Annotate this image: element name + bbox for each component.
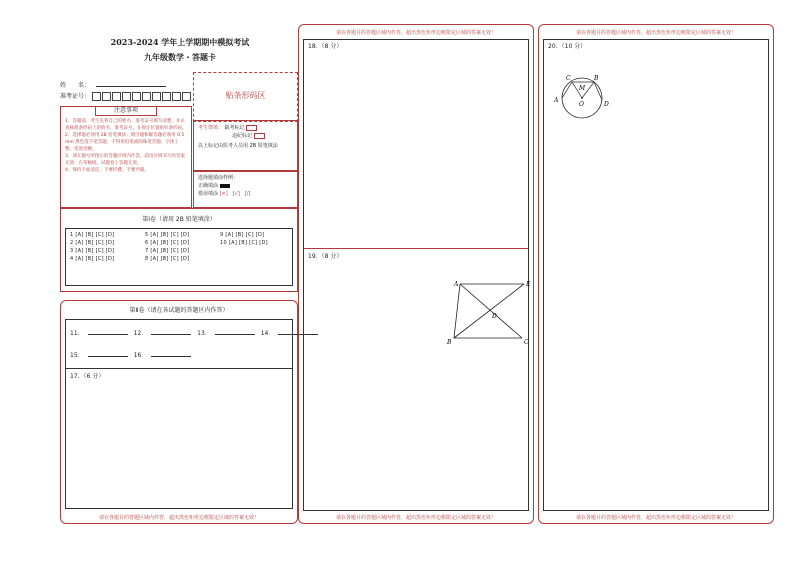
examinee-label: 考生禁填：	[198, 125, 224, 131]
examinee-note: 以上标记由监考人员用 2B 铅笔填涂	[198, 143, 278, 149]
notice-item: 1．答题前，考生先将自己的姓名，准考证号填写清楚，并认真核准条形码上的姓名、准考证号，在规定位置贴好条形码。	[65, 119, 187, 131]
choice-row[interactable]: 4 [A] [B] [C] [D]	[70, 256, 115, 262]
barcode-label: 贴条形码区	[225, 91, 266, 100]
fill-sample-box	[193, 170, 298, 208]
fig19-label-d: D	[492, 313, 497, 320]
q20-label: 20．（10 分）	[548, 43, 587, 50]
wrong-fill-label: 错误填涂	[198, 191, 219, 197]
id-label: 准考证号：	[60, 93, 91, 100]
fig20-label-m: M	[579, 85, 586, 92]
choice-row[interactable]: 2 [A] [B] [C] [D]	[70, 240, 115, 246]
part1-box	[60, 208, 298, 292]
notice-item: 3．请在题号所指示的答题区域内作答，超出区域书写的答案无效；在草稿纸、试题卷上答题无效。	[65, 154, 185, 166]
q17-label: 17．（6 分）	[70, 373, 105, 380]
fill-sample-title: 选择题填涂样例：	[198, 175, 239, 181]
q13-label: 13．	[197, 330, 211, 337]
column3-box	[538, 24, 774, 524]
fig20-label-a: A	[554, 97, 559, 104]
id-boxes[interactable]	[92, 93, 192, 100]
fig19-label-b: B	[447, 339, 452, 346]
notice-box	[60, 106, 192, 208]
q18-answer-area[interactable]	[306, 52, 526, 242]
column2-box	[298, 24, 534, 524]
choice-row[interactable]: 10 [A] [B] [C] [D]	[220, 240, 268, 246]
fig20-label-d: D	[604, 101, 609, 108]
q13-answer[interactable]	[215, 328, 255, 335]
warning-note: 请在各题目的答题区域内作答，超出黑色矩形边框限定区域的答案无效！	[98, 515, 259, 521]
q11-answer[interactable]	[88, 328, 128, 335]
choice-row[interactable]: 1 [A] [B] [C] [D]	[70, 232, 115, 238]
student-info	[60, 80, 192, 101]
absent-checkbox[interactable]	[246, 125, 257, 131]
q20-answer-area[interactable]	[546, 130, 766, 508]
fig19-label-a: A	[454, 281, 459, 288]
q12-label: 12．	[133, 330, 148, 337]
part2-inner	[65, 319, 293, 509]
fig20-label-c: C	[566, 75, 571, 82]
fig19-label-e: E	[526, 281, 531, 288]
warning-note: 请在各题目的答题区域内作答，超出黑色矩形边框限定区域的答案无效！	[575, 515, 736, 521]
warning-note: 请在各题目的答题区域内作答，超出黑色矩形边框限定区域的答案无效！	[335, 515, 496, 521]
choice-row[interactable]: 7 [A] [B] [C] [D]	[145, 248, 190, 254]
name-label: 姓 名：	[60, 82, 91, 89]
choice-grid	[65, 228, 293, 286]
absent-label: 缺考标记	[224, 125, 245, 131]
part1-title: 第Ⅰ卷（请用 2B 铅笔填涂）	[142, 216, 216, 223]
q19-label: 19．（8 分）	[308, 253, 343, 260]
notice-title: 注意事项	[95, 107, 157, 116]
fig20-label-o: O	[579, 101, 584, 108]
choice-row[interactable]: 9 [A] [B] [C] [D]	[220, 232, 265, 238]
notice-item: 4．保持卡面清洁，不要折叠、不要弄破。	[65, 168, 149, 173]
barcode-area	[193, 72, 298, 122]
violation-checkbox[interactable]	[254, 133, 265, 139]
q15-label: 15．	[70, 352, 84, 359]
q15-answer[interactable]	[88, 350, 128, 357]
q20-figure	[550, 70, 620, 126]
fig20-label-b: B	[594, 75, 599, 82]
q12-answer[interactable]	[151, 328, 191, 335]
name-field[interactable]	[96, 80, 166, 87]
examinee-box	[193, 120, 298, 172]
choice-row[interactable]: 8 [A] [B] [C] [D]	[145, 256, 190, 262]
choice-row[interactable]: 5 [A] [B] [C] [D]	[145, 232, 190, 238]
wrong-fill-sample: [×] [√] [/]	[219, 191, 251, 197]
q17-answer-area[interactable]	[70, 382, 288, 504]
warning-note: 请在各题目的答题区域内作答，超出黑色矩形边框限定区域的答案无效！	[335, 30, 496, 36]
q16-label: 16．	[133, 352, 148, 359]
choice-row[interactable]: 6 [A] [B] [C] [D]	[145, 240, 190, 246]
q14-label: 14．	[260, 330, 275, 337]
part2-title: 第Ⅱ卷（请在各试题的答题区内作答）	[129, 307, 229, 314]
fig19-label-c: C	[524, 339, 529, 346]
violation-label: 违纪标记	[232, 133, 253, 139]
q18-label: 18．（8 分）	[308, 43, 343, 50]
q16-answer[interactable]	[151, 350, 191, 357]
exam-subtitle: 九年级数学・答题卡	[144, 52, 216, 62]
q11-label: 11．	[70, 330, 84, 337]
correct-fill-sample	[220, 184, 230, 188]
warning-note: 请在各题目的答题区域内作答，超出黑色矩形边框限定区域的答案无效！	[575, 30, 736, 36]
notice-item: 2．选择题必须用 2B 铅笔填涂；填空题和解答题必须用 0.5 mm 黑色签字笔答题，不得用铅笔或圆珠笔答题；字体工整、笔迹清晰。	[65, 133, 185, 152]
choice-row[interactable]: 3 [A] [B] [C] [D]	[70, 248, 115, 254]
exam-title: 2023-2024 学年上学期期中模拟考试	[110, 37, 250, 47]
part2-box	[60, 300, 298, 524]
correct-fill-label: 正确填涂	[198, 183, 219, 189]
q19-answer-area[interactable]	[306, 262, 526, 508]
